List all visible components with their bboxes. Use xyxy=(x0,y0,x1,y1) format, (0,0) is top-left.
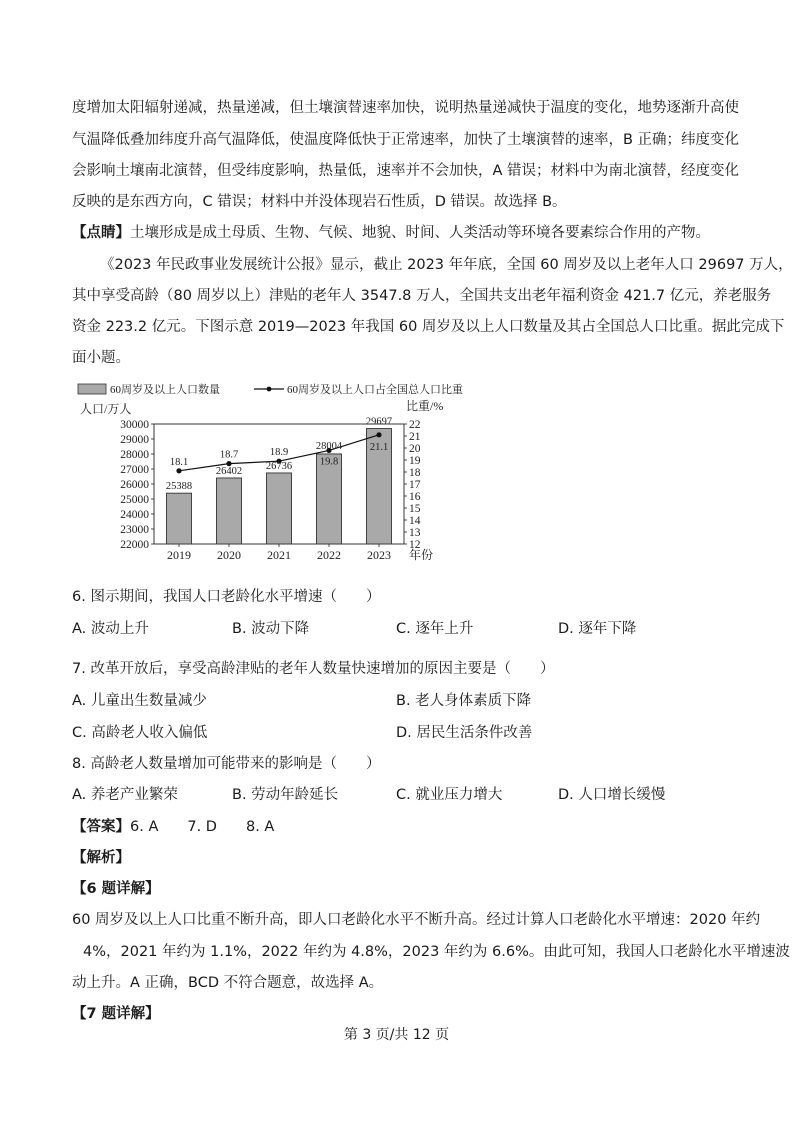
legend-line-label: 60周岁及以上人口占全国总人口比重 xyxy=(287,384,463,396)
material-text-line: 面小题。 xyxy=(72,350,130,366)
bar-value-label: 29697 xyxy=(365,416,393,428)
y-right-tick-label: 16 xyxy=(409,491,421,503)
legend-line-marker xyxy=(267,387,272,392)
q7-option-a: A. 儿童出生数量减少 xyxy=(72,693,207,709)
y-left-tick-label: 27000 xyxy=(120,464,149,476)
x-tick-label: 2022 xyxy=(317,548,341,562)
y-right-tick-label: 14 xyxy=(409,515,421,527)
bar-value-label: 26736 xyxy=(265,460,293,472)
q7-detail-heading: 【7 题详解】 xyxy=(72,1006,160,1022)
dianjing-tag: 【点睛】 xyxy=(72,225,130,241)
y-right-tick-label: 12 xyxy=(409,539,421,551)
answer-tag: 【答案】 xyxy=(72,819,130,835)
y-left-tick-label: 24000 xyxy=(120,509,149,521)
population-bar xyxy=(267,473,292,544)
population-bar xyxy=(217,478,242,544)
q7-option-d: D. 居民生活条件改善 xyxy=(396,725,533,741)
answer-text: 6. A 7. D 8. A xyxy=(130,819,275,835)
q6-detail-heading: 【6 题详解】 xyxy=(72,881,160,897)
ratio-value-label: 18.9 xyxy=(269,447,289,459)
x-tick-label: 2023 xyxy=(367,548,391,562)
body-text-line: 反映的是东西方向，C 错误；材料中并没体现岩石性质，D 错误。故选择 B。 xyxy=(72,194,567,210)
q6-option-d: D. 逐年下降 xyxy=(558,621,637,637)
x-tick-label: 2020 xyxy=(217,548,241,562)
y-right-tick-label: 22 xyxy=(409,419,421,431)
q8-option-b: B. 劳动年龄延长 xyxy=(232,787,339,803)
q6-detail-line: 60 周岁及以上人口比重不断升高，即人口老龄化水平不断升高。经过计算人口老龄化水平增速：2020 年约 xyxy=(72,912,761,928)
y-right-tick-label: 19 xyxy=(409,455,421,467)
q7-option-c: C. 高龄老人收入偏低 xyxy=(72,725,208,741)
legend-bar-swatch xyxy=(78,384,106,394)
analysis-heading: 【解析】 xyxy=(72,850,130,866)
q6-detail-line: 4%，2021 年约为 1.1%，2022 年约为 4.8%，2023 年约为 6.6%。由此可知，我国人口老龄化水平增速波 xyxy=(83,944,790,960)
x-axis-suffix: 年份 xyxy=(409,548,434,562)
q8-option-d: D. 人口增长缓慢 xyxy=(558,787,666,803)
y-left-tick-label: 30000 xyxy=(120,419,149,431)
ratio-value-label: 19.8 xyxy=(319,456,339,468)
q6-option-c: C. 逐年上升 xyxy=(396,621,474,637)
bar-value-label: 25388 xyxy=(165,481,193,493)
q8-option-a: A. 养老产业繁荣 xyxy=(72,787,178,803)
ratio-point xyxy=(376,432,381,437)
y-left-tick-label: 29000 xyxy=(120,434,149,446)
question-8-stem: 8. 高龄老人数量增加可能带来的影响是（ ） xyxy=(72,756,381,772)
y-left-tick-label: 23000 xyxy=(120,524,149,536)
body-text-line: 会影响土壤南北演替，但受纬度影响，热量低，速率并不会加快，A 错误；材料中为南北演替，经度变化 xyxy=(72,163,740,179)
answer-line xyxy=(72,815,274,836)
material-text-line: 其中享受高龄（80 周岁以上）津贴的老年人 3547.8 万人，全国共支出老年福利资金 421.7 亿元，养老服务 xyxy=(72,288,772,304)
q8-option-c: C. 就业压力增大 xyxy=(396,787,503,803)
population-chart xyxy=(72,378,472,568)
y-left-tick-label: 26000 xyxy=(120,479,149,491)
body-text-line: 度增加太阳辐射递减，热量递减，但土壤演替速率加快，说明热量递减快于温度的变化，地势逐渐升高使 xyxy=(72,100,739,116)
population-bar xyxy=(167,493,192,544)
ratio-value-label: 21.1 xyxy=(369,441,389,453)
bar-value-label: 26402 xyxy=(215,465,243,477)
ratio-point xyxy=(176,468,181,473)
question-6-stem: 6. 图示期间，我国人口老龄化水平增速（ ） xyxy=(72,589,381,605)
q7-option-b: B. 老人身体素质下降 xyxy=(396,693,532,709)
chart-plot-area xyxy=(120,417,421,562)
y-right-tick-label: 18 xyxy=(409,467,421,479)
ratio-value-label: 18.1 xyxy=(169,456,189,468)
question-7-stem: 7. 改革开放后，享受高龄津贴的老年人数量快速增加的原因主要是（ ） xyxy=(72,661,555,677)
page-footer: 第 3 页/共 12 页 xyxy=(343,1027,450,1043)
dianjing-note xyxy=(72,221,710,242)
material-text-line: 《2023 年民政事业发展统计公报》显示，截止 2023 年年底，全国 60 周岁及以上老年人口 29697 万人， xyxy=(100,257,793,273)
bar-value-label: 28004 xyxy=(315,440,343,452)
y-right-tick-label: 20 xyxy=(409,443,421,455)
y-right-tick-label: 13 xyxy=(409,527,421,539)
legend-bar-label: 60周岁及以上人口数量 xyxy=(110,384,220,396)
x-tick-label: 2019 xyxy=(167,548,191,562)
q6-option-a: A. 波动上升 xyxy=(72,621,149,637)
y-left-tick-label: 22000 xyxy=(120,539,149,551)
x-tick-label: 2021 xyxy=(267,548,291,562)
population-bar xyxy=(317,454,342,544)
dianjing-text: 土壤形成是成土母质、生物、气候、地貌、时间、人类活动等环境各要素综合作用的产物。 xyxy=(130,225,710,241)
body-text-line: 气温降低叠加纬度升高气温降低，使温度降低快于正常速率，加快了土壤演替的速率，B 正确；纬度变化 xyxy=(72,132,740,148)
q6-detail-line: 动上升。A 正确，BCD 不符合题意，故选择 A。 xyxy=(72,975,384,991)
q6-option-b: B. 波动下降 xyxy=(232,621,310,637)
y-right-tick-label: 15 xyxy=(409,503,421,515)
y-right-tick-label: 17 xyxy=(409,479,421,491)
y-axis-left-title: 人口/万人 xyxy=(80,402,132,416)
material-text-line: 资金 223.2 亿元。下图示意 2019—2023 年我国 60 周岁及以上人口数量及其占全国总人口比重。据此完成下 xyxy=(72,319,785,335)
y-axis-right-title: 比重/% xyxy=(406,399,444,413)
ratio-value-label: 18.7 xyxy=(219,449,239,461)
y-right-tick-label: 21 xyxy=(409,431,421,443)
y-left-tick-label: 25000 xyxy=(120,494,149,506)
y-left-tick-label: 28000 xyxy=(120,449,149,461)
